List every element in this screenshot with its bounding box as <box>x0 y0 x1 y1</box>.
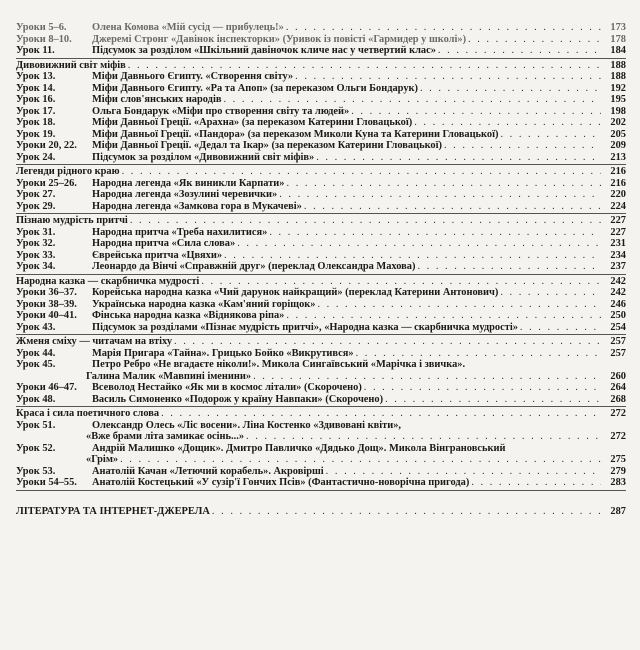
lesson-label: Уроки 38–39. <box>16 298 77 310</box>
entry-title: Народна притча «Треба нахилитися» <box>92 226 268 238</box>
page-number: 246 <box>610 298 626 310</box>
entry-title: Міфи слов'янських народів <box>92 94 222 105</box>
entry-title: Міфи Давнього Єгипту. «Створення світу» <box>92 71 294 82</box>
lesson-label: Уроки 8–10. <box>16 33 72 45</box>
lesson-label: Урок 18. <box>16 117 56 128</box>
lesson-label: Урок 17. <box>16 105 56 117</box>
toc-entry[interactable] <box>16 71 626 83</box>
dot-leader <box>285 178 602 190</box>
page-number: 224 <box>610 200 626 212</box>
section-title: Пізнаю мудрість притчі <box>16 215 128 226</box>
page-number: 254 <box>610 321 626 333</box>
dot-leader <box>284 310 601 322</box>
toc-entry[interactable] <box>16 348 626 360</box>
entry-title: Підсумок за розділом «Шкільний давіночок кличе нас у четвертий клас» <box>92 45 436 56</box>
page-number: 234 <box>610 249 626 261</box>
section-title: Краса і сила поетичного слова <box>16 408 160 419</box>
toc-entry[interactable] <box>16 443 626 455</box>
entry-title: Василь Симоненко «Подорож у країну Навпаки» (Скорочено) <box>92 393 384 405</box>
toc-entry[interactable] <box>16 287 626 299</box>
lesson-label: Урок 44. <box>16 347 56 359</box>
toc-entry[interactable] <box>16 238 626 250</box>
entry-title: Олександр Олесь «Ліс восени». Ліна Костенко «Здивовані квіти», <box>92 419 402 431</box>
page-number: 264 <box>610 382 626 393</box>
dot-leader <box>362 382 601 394</box>
page-number: 242 <box>610 275 626 287</box>
page-number: 272 <box>610 408 626 419</box>
dot-leader <box>349 106 601 118</box>
toc-entry[interactable] <box>16 420 626 432</box>
entry-title: Андрій Малишко «Дощик». Дмитро Павличко «Дядько Дощ». Микола Вінграновський <box>92 442 506 454</box>
toc-entry[interactable] <box>16 382 626 394</box>
dot-leader <box>498 287 601 299</box>
dot-leader <box>498 129 601 141</box>
entry-title: Підсумок за розділами «Пізнає мудрість притчі», «Народна казка — скарбничка мудрості» <box>92 321 518 333</box>
page-number: 257 <box>610 336 626 347</box>
entry-title: Галина Малик «Мавпині іменини» <box>86 370 252 382</box>
entry-title: Корейська народна казка «Чий дарунок найкращий» (переклад Катерини Антонович) <box>92 287 499 298</box>
toc-section-heading[interactable] <box>16 408 626 420</box>
lesson-label: Урок 31. <box>16 226 56 238</box>
lesson-label: Уроки 5–6. <box>16 22 67 33</box>
page-number: 287 <box>610 505 626 517</box>
toc-entry[interactable] <box>16 152 626 164</box>
entry-title: Анатолій Качан «Летючий корабель». Акровірші <box>92 465 324 477</box>
toc-section-heading[interactable] <box>16 215 626 227</box>
dot-leader <box>284 22 601 34</box>
toc-entry[interactable] <box>16 261 626 273</box>
entry-title: Ольга Бондарук «Міфи про створення світу та людей» <box>92 105 350 117</box>
lesson-label: Урок 33. <box>16 249 56 261</box>
lesson-label: Урок 19. <box>16 128 56 140</box>
toc-entry[interactable] <box>16 359 626 371</box>
lesson-label: Урок 29. <box>16 200 56 212</box>
dot-leader <box>251 371 601 383</box>
page-number: 216 <box>610 177 626 189</box>
entry-title: Всеволод Нестайко «Як ми в космос літали» (Скорочено) <box>92 382 362 393</box>
lesson-label: Уроки 20, 22. <box>16 140 77 151</box>
dot-leader <box>383 394 601 406</box>
spacer <box>16 492 626 506</box>
entry-title: «Грім» <box>86 454 119 465</box>
dot-leader <box>222 250 601 262</box>
lesson-label: Уроки 40–41. <box>16 310 77 321</box>
toc-entry[interactable] <box>16 310 626 322</box>
toc-entry[interactable] <box>16 22 626 34</box>
dot-leader <box>315 299 601 311</box>
section-divider <box>16 164 626 165</box>
section-title: Дивовижний світ міфів <box>16 59 126 71</box>
lesson-label: Урок 24. <box>16 151 56 163</box>
toc-section-heading[interactable] <box>16 60 626 72</box>
dot-leader <box>302 201 601 213</box>
page-number: 275 <box>610 454 626 465</box>
toc-section-heading[interactable] <box>16 336 626 348</box>
lesson-label: Уроки 54–55. <box>16 477 77 488</box>
toc-entry[interactable] <box>16 371 626 383</box>
toc-entry[interactable] <box>16 94 626 106</box>
page-number: 283 <box>610 477 626 488</box>
dot-leader <box>418 83 601 95</box>
toc-entry[interactable] <box>16 140 626 152</box>
dot-leader <box>244 431 601 443</box>
lesson-label: Урок 52. <box>16 442 56 454</box>
dot-leader <box>159 408 601 420</box>
toc-entry[interactable] <box>16 454 626 466</box>
page-number: 188 <box>610 59 626 71</box>
lesson-label: Урок 13. <box>16 71 56 82</box>
entry-title: Міфи Давнього Єгипту. «Ра та Апоп» (за переказом Ольги Бондарук) <box>92 82 418 94</box>
toc-entry[interactable] <box>16 201 626 213</box>
lesson-label: Урок 11. <box>16 45 55 56</box>
entry-title: Народна легенда «Як виникли Карпати» <box>92 177 285 189</box>
section-title: ЛІТЕРАТУРА ТА ІНТЕРНЕТ-ДЖЕРЕЛА <box>16 505 210 517</box>
dot-leader <box>466 34 601 46</box>
page-number: 188 <box>610 71 626 82</box>
entry-title: Підсумок за розділом «Дивовижний світ міфів» <box>92 151 315 163</box>
page-number: 268 <box>610 393 626 405</box>
toc-entry[interactable] <box>16 477 626 489</box>
page-number: 260 <box>610 370 626 382</box>
dot-leader <box>277 189 601 201</box>
section-title: Народна казка — скарбничка мудрості <box>16 275 200 287</box>
section-divider <box>16 58 626 59</box>
toc-entry[interactable] <box>16 322 626 334</box>
toc-entry[interactable] <box>16 250 626 262</box>
lesson-label: Урок 43. <box>16 321 56 333</box>
entry-title: Народна легенда «Замкова гора в Мукачеві» <box>92 200 302 212</box>
entry-title: Українська народна казка «Кам'яний горіщок» <box>92 298 316 310</box>
toc-entry[interactable] <box>16 34 626 46</box>
dot-leader <box>172 336 601 348</box>
page-number: 205 <box>610 128 626 140</box>
dot-leader <box>210 506 601 518</box>
lesson-label: Урок 32. <box>16 238 56 249</box>
toc-entry[interactable] <box>16 117 626 129</box>
section-divider <box>16 406 626 407</box>
page-number: 202 <box>610 117 626 128</box>
entry-title: «Вже брами літа замикає осінь...» <box>86 431 245 442</box>
page-number: 231 <box>610 238 626 249</box>
toc-section-heading[interactable] <box>16 276 626 288</box>
entry-title: Петро Ребро «Не вгадаєте ніколи!». Микола Сингаївський «Марічка і звичка». <box>92 359 466 370</box>
entry-title: Марія Пригара «Тайна». Грицько Бойко «Викрутився» <box>92 347 354 359</box>
dot-leader <box>293 71 601 83</box>
page-number: 173 <box>610 22 626 33</box>
section-title: Легенди рідного краю <box>16 166 120 177</box>
toc-entry[interactable] <box>16 106 626 118</box>
dot-leader <box>314 152 601 164</box>
toc-entry[interactable] <box>16 189 626 201</box>
toc-entry[interactable] <box>16 394 626 406</box>
section-divider <box>16 274 626 275</box>
section-title: Жменя сміху — читачам на втіху <box>16 336 173 347</box>
dot-leader <box>469 477 601 489</box>
dot-leader <box>221 94 601 106</box>
toc-entry[interactable] <box>16 299 626 311</box>
toc-entry[interactable] <box>16 45 626 57</box>
entry-title: Леонардо да Вінчі «Справжній друг» (переклад Олександра Махова) <box>92 261 416 272</box>
toc-entry[interactable] <box>16 178 626 190</box>
lesson-label: Урок 45. <box>16 359 56 370</box>
page-number: 195 <box>610 94 626 105</box>
page-number: 178 <box>610 33 626 45</box>
page-number: 192 <box>610 82 626 94</box>
entry-title: Народна легенда «Зозулині черевички» <box>92 189 278 200</box>
lesson-label: Урок 34. <box>16 261 56 272</box>
toc-entry[interactable] <box>16 227 626 239</box>
dot-leader <box>199 276 601 288</box>
page-number: 220 <box>610 189 626 200</box>
toc-entry[interactable] <box>16 83 626 95</box>
page-number: 279 <box>610 465 626 477</box>
page-number: 213 <box>610 151 626 163</box>
dot-leader <box>235 238 601 250</box>
page-number: 237 <box>610 261 626 272</box>
page-number: 272 <box>610 431 626 442</box>
entry-title: Джеремі Стронг «Давінок інспекторки» (Уривок із повісті «Гармидер у школі») <box>92 33 467 45</box>
page-number: 184 <box>610 45 626 56</box>
section-divider <box>16 490 626 491</box>
lesson-label: Уроки 36–37. <box>16 287 77 298</box>
toc-entry[interactable] <box>16 129 626 141</box>
dot-leader <box>128 215 601 227</box>
entry-title: Міфи Давньої Греції. «Арахна» (за переказом Катерини Гловацької) <box>92 117 413 128</box>
lesson-label: Урок 16. <box>16 94 56 105</box>
dot-leader <box>120 166 601 178</box>
lesson-label: Урок 14. <box>16 82 56 94</box>
section-divider <box>16 213 626 214</box>
page-number: 209 <box>610 140 626 151</box>
toc-section-heading[interactable] <box>16 166 626 178</box>
page-number: 257 <box>610 347 626 359</box>
lesson-label: Урок 48. <box>16 393 56 405</box>
entry-title: Фінська народна казка «Віднякова ріпа» <box>92 310 285 321</box>
dot-leader <box>415 261 601 273</box>
dot-leader <box>118 454 601 466</box>
entry-title: Народна притча «Сила слова» <box>92 238 236 249</box>
entry-title: Міфи Давньої Греції. «Дедал та Ікар» (за переказом Катерини Гловацької) <box>92 140 442 151</box>
dot-leader <box>436 45 601 57</box>
dot-leader <box>518 322 601 334</box>
lesson-label: Урок 51. <box>16 419 56 431</box>
toc-entry[interactable] <box>16 466 626 478</box>
toc-entry[interactable] <box>16 431 626 443</box>
page-number: 227 <box>610 226 626 238</box>
lesson-label: Урок 53. <box>16 465 56 477</box>
entry-title: Анатолій Костецький «У сузір'ї Гончих Псів» (Фантастично-новорічна пригода) <box>92 477 470 488</box>
page-number: 227 <box>610 215 626 226</box>
entry-title: Єврейська притча «Цвяхи» <box>92 249 223 261</box>
dot-leader <box>412 117 601 129</box>
entry-title: Міфи Давньої Греції. «Пандора» (за переказом Миколи Куна та Катерини Гловацької) <box>92 128 499 140</box>
page-number: 250 <box>610 310 626 321</box>
entry-title: Олена Комова «Мій сусід — прибулець!» <box>92 22 284 33</box>
dot-leader <box>267 227 601 239</box>
page-number: 242 <box>610 287 626 298</box>
dot-leader <box>324 466 601 478</box>
section-divider <box>16 334 626 335</box>
dot-leader <box>442 140 601 152</box>
lesson-label: Урок 27. <box>16 189 56 200</box>
lesson-label: Уроки 46–47. <box>16 382 77 393</box>
dot-leader <box>126 60 601 72</box>
lesson-label: Уроки 25–26. <box>16 177 77 189</box>
page-number: 216 <box>610 166 626 177</box>
dot-leader <box>354 348 601 360</box>
toc-section-heading[interactable] <box>16 506 626 518</box>
page-number: 198 <box>610 105 626 117</box>
